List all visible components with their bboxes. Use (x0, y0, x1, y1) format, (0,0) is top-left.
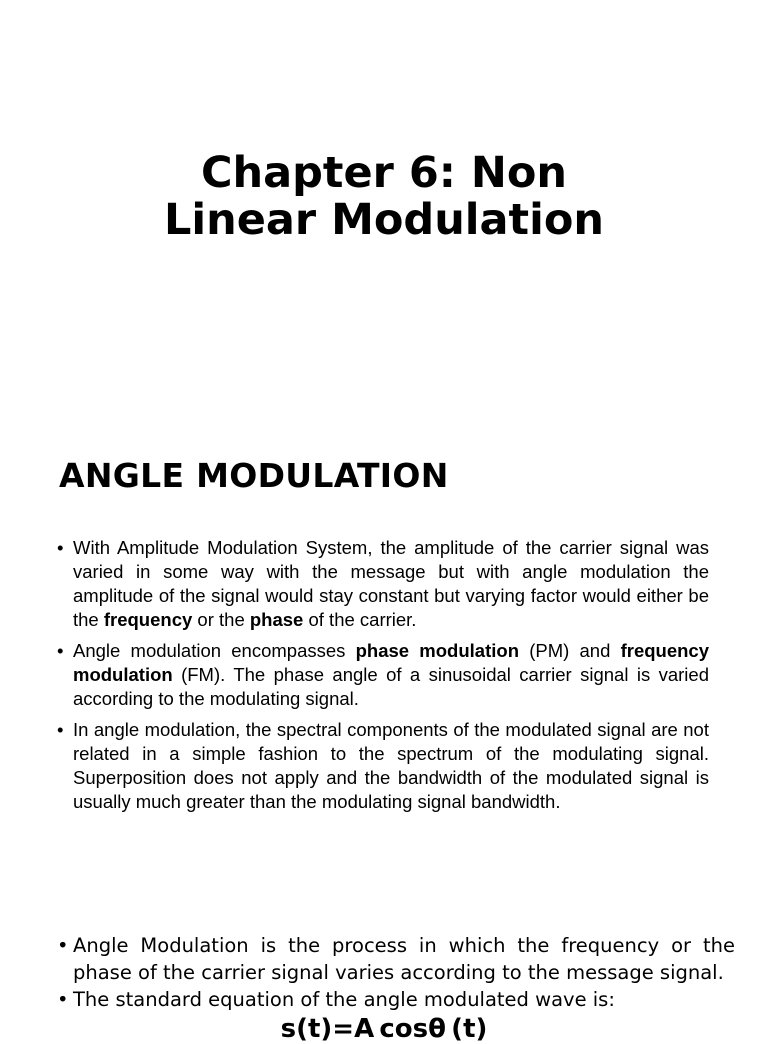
bullet-text: With Amplitude Modulation System, the amplitude of the carrier signal was varied in some way with the message but with angle modulation the amplitude of the signal would stay constant but varying factor would either be the (73, 537, 709, 630)
bullet-text: In angle modulation, the spectral components of the modulated signal are not related in a simple fashion to the spectrum of the modulating signal. Superposition does not apply and the bandwidth of the modulated signal is usually much greater than the modulating signal bandwidth. (73, 719, 709, 812)
bullet-dot-icon: • (57, 719, 64, 740)
bold-term-frequency-modulation: frequency modulation (73, 640, 710, 685)
bullet-text: (PM) and (519, 640, 621, 661)
chapter-title (0, 150, 768, 244)
bullet-item-process (56, 932, 735, 986)
process-slide (0, 920, 768, 1044)
bold-term-phase-modulation: phase modulation (355, 640, 519, 661)
section-heading: ANGLE MODULATION (59, 456, 449, 495)
bullet-dot-icon: • (57, 537, 64, 558)
bullet-text: of the carrier. (303, 609, 417, 630)
bullet-item-equation-intro (56, 986, 735, 1013)
bold-term-phase: phase (249, 609, 304, 630)
bullet-item-amplitude (56, 536, 709, 632)
chapter-title-line-1: Chapter 6: Non (200, 148, 568, 198)
angle-modulation-equation: s(t)=A cosθ (t) (280, 1014, 488, 1044)
bullet-item-spectral (56, 718, 709, 814)
process-bullet-list (56, 932, 735, 1013)
bullet-dot-icon: • (57, 640, 64, 661)
chapter-title-line-2: Linear Modulation (163, 195, 605, 245)
title-slide (0, 0, 768, 432)
bullet-text: Angle modulation encompasses (73, 640, 356, 661)
bold-term-frequency: frequency (103, 609, 193, 630)
bullet-list (56, 536, 709, 821)
bullet-dot-icon: • (57, 988, 69, 1011)
bullet-text: The standard equation of the angle modulated wave is: (73, 988, 615, 1011)
bullet-item-pm-fm (56, 639, 709, 711)
bullet-dot-icon: • (57, 934, 69, 957)
bullet-text: (FM). The phase angle of a sinusoidal carrier signal is varied according to the modulating signal. (73, 664, 709, 709)
angle-modulation-slide (0, 432, 768, 882)
bullet-text: Angle Modulation is the process in which the frequency or the phase of the carrier signal varies according to the message signal. (73, 934, 735, 984)
bullet-text: or the (192, 609, 250, 630)
